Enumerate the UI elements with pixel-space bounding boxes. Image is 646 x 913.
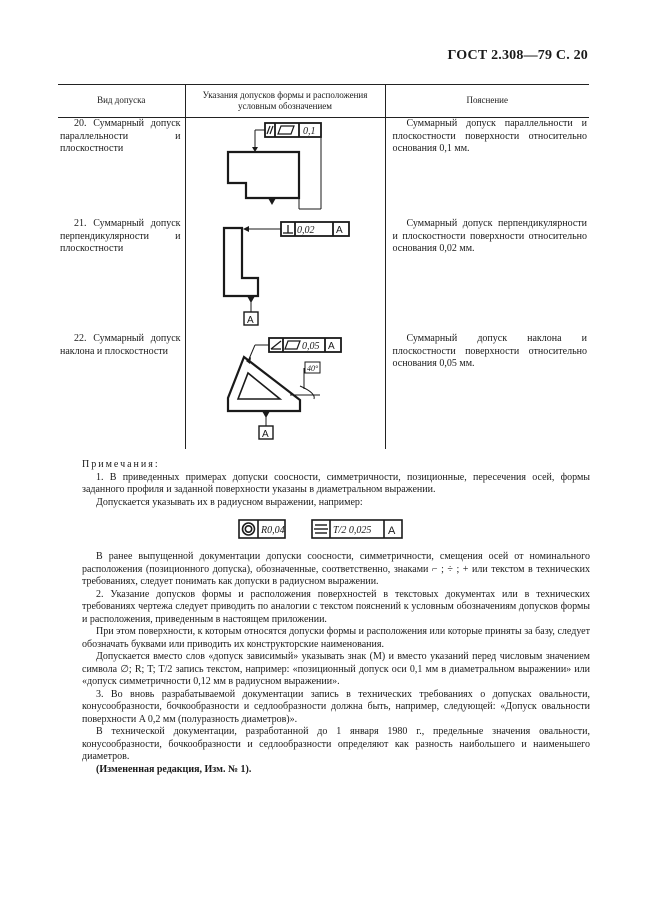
frame-value: 0,05 [301,341,319,352]
column-header-symbol: Указания допусков формы и расположения условным обозначением [185,85,385,118]
note-paragraph: 2. Указание допусков формы и расположения поверхностей в текстовых документах или в технических требованиях чертежа следует приводить по аналогии с текстом пояснений к условным обозначениям допусков формы и расположения, приведенным в настоящем приложении. [82,588,590,625]
perpendicularity-flatness-drawing [186,218,385,333]
notes-section [82,459,590,776]
note-paragraph: При этом поверхности, к которым относятся допуски формы и расположения или которые приняты за базу, следует обозначать буквами или приводить их конструкторские наименования. [82,626,590,650]
example-half-tolerance-value: T/2 0,025 [333,525,372,536]
datum-letter: A [327,341,335,352]
note-paragraph: Допускается указывать их в радиусном выражении, например: [96,496,363,508]
datum-box-letter: A [261,429,269,440]
datum-box-letter: A [246,315,254,326]
frame-value: 0,02 [296,225,314,236]
tolerance-name: 20. Суммарный допуск параллельности и плоскостности [60,118,181,154]
tolerance-name: 21. Суммарный допуск перпендикулярности и плоскостности [60,218,181,254]
edition-note: (Измененная редакция, Изм. № 1). [96,763,252,775]
column-header-tolerance-type: Вид допуска [58,85,185,118]
example-datum-letter: A [388,525,396,537]
tolerance-name: 22. Суммарный допуск наклона и плоскостности [60,333,181,357]
note-paragraph: 1. В приведенных примерах допуски соосности, симметричности, позиционные, пересечения осей, формы заданного профиля и заданной поверхности указаны в диаметральном выражении. [82,471,590,495]
column-header-explanation: Пояснение [385,85,589,118]
radius-examples [82,509,590,551]
angle-label: 40° [306,364,318,373]
radius-example-frames [238,516,498,542]
angularity-flatness-drawing [186,333,385,449]
notes-heading: Примечания: [82,459,160,470]
parallelism-flatness-drawing [186,118,385,218]
note-paragraph: В ранее выпущенной документации допуски соосности, симметричности, смещения осей от номинального расположения (позиционного допуска), обозначенные, соответственно, знаками ⌐ ; ÷ ; + или текстом в технических требованиях, следует понимать как допуски в радиусном выражении. [82,551,590,587]
table-row [58,333,589,449]
example-radius-value: R0,04 [261,525,285,536]
explanation-text: Суммарный допуск параллельности и плоскостности поверхности относительно основания 0,1 мм. [392,118,587,154]
table-header-row [58,85,589,118]
note-paragraph: 3. Во вновь разрабатываемой документации запись в технических требованиях о допусках овальности, конусообразности, бочкообразности и седлообразности должна быть, например, следующей: «Допуск овальности поверхности A 0,2 мм (полуразность диаметров)». [82,688,590,725]
datum-letter: A [335,225,343,236]
table-row [58,218,589,333]
page-title: ГОСТ 2.308—79 С. 20 [447,48,588,63]
note-paragraph: В технической документации, разработанной до 1 января 1980 г., предельные значения овальности, конусообразности, бочкообразности и седлообразности определяют как разность наибольшего и наименьшего диаметров. [82,726,590,762]
frame-value: 0,1 [302,126,315,137]
explanation-text: Суммарный допуск наклона и плоскостности поверхности относительно основания 0,05 мм. [392,333,587,369]
note-paragraph: Допускается вместо слов «допуск зависимый» указывать знак (M) и вместо указаний перед числовым значением символа ∅; R; T; T/2 запись текстом, например: «позиционный допуск оси 0,1 мм в диаметральном выражении» или «допуск симметричности 0,12 мм в радиусном выражении». [82,651,590,687]
table-row [58,118,589,219]
tolerance-table [58,84,589,449]
explanation-text: Суммарный допуск перпендикулярности и плоскостности поверхности относительно основания 0,02 мм. [392,218,587,254]
